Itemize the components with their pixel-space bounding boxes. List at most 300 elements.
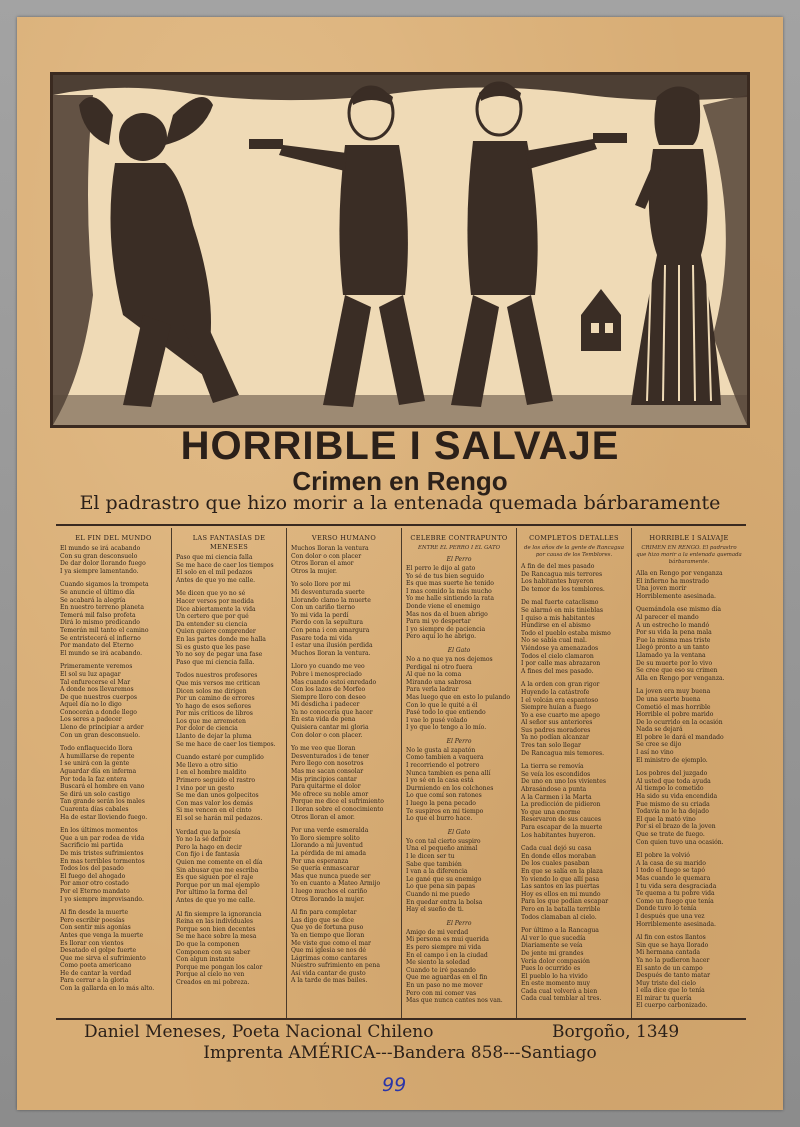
verse-line: En el campo i en la ciudad xyxy=(406,951,488,959)
column-heading: VERSO HUMANO xyxy=(311,534,377,542)
verse-line: Llorando a mi juventud xyxy=(291,842,363,850)
verse-line: Para los que podían escapar xyxy=(521,898,609,906)
stanza xyxy=(176,754,282,822)
verse-line: En quedar entra la bolsa xyxy=(406,898,483,906)
verse-line: Por amor otro costado xyxy=(60,880,129,888)
verse-line: Dice abiertamente la vida xyxy=(176,605,256,613)
rule-bottom xyxy=(56,1018,746,1020)
verse-line: Cometió el mas horrible xyxy=(636,703,711,711)
verse-line: El perro le dijo al gato xyxy=(406,565,476,572)
verse-line: Al fin para completar xyxy=(291,909,357,917)
verse-line: I yo que lo tengo a lo mío. xyxy=(406,724,487,732)
verse-line: Siempre huían a fuego xyxy=(521,704,592,712)
verse-line: Fue la misma mas triste xyxy=(636,636,711,644)
stanza xyxy=(636,688,742,764)
verse-line: Que mi iglesia se nos dé xyxy=(291,947,367,955)
address-line: Borgoño, 1349 xyxy=(552,1022,680,1042)
verse-line: Sin que se haya llorado xyxy=(636,941,709,949)
verse-line: Horrible el pobre marido xyxy=(636,711,714,719)
verse-line: No se sabía cual mal. xyxy=(521,637,587,645)
verse-line: Otros llorando la mujer. xyxy=(291,895,365,903)
verse-line: Con dolor o con placer xyxy=(291,552,362,560)
verse-line: Cuando estaré por cumplido xyxy=(176,754,264,762)
verse-line: Con un cariño tierno xyxy=(291,604,355,612)
verse-line: Hay el sueño de ti. xyxy=(406,906,464,914)
verse-line: En las partes donde me halla xyxy=(176,635,266,643)
stanza xyxy=(406,920,512,1005)
stanza xyxy=(521,845,627,921)
stanza xyxy=(406,647,512,732)
verse-column xyxy=(401,528,516,1018)
verse-line: Por el Eterno mandato xyxy=(60,887,130,895)
speaker-label: El Gato xyxy=(447,828,471,836)
verse-line: Todos clamaban al cielo. xyxy=(521,913,597,921)
verse-line: El ministro de ejemplo. xyxy=(636,756,708,764)
stanza xyxy=(636,606,742,682)
verse-line: Mas nos da el buen abrigo xyxy=(406,610,488,618)
verse-line: Todos los del pasado xyxy=(60,865,124,873)
verse-line: Los que me arremeten xyxy=(176,717,246,725)
verse-column xyxy=(56,528,171,1018)
verse-line: Se quería enmascarar xyxy=(291,865,360,873)
verse-line: Por dolor de ciencia xyxy=(176,725,238,733)
verse-line: Se dirá un solo castigo xyxy=(60,790,131,798)
stanza xyxy=(521,681,627,757)
verse-line: Que a un par rodea de vida xyxy=(60,834,145,842)
verse-line: Paso que mi ciencia falla xyxy=(176,554,253,561)
stanza xyxy=(60,663,167,739)
verse-line: Muchos lloran la ventura. xyxy=(291,649,371,657)
verse-line: Con su gran desconsuelo xyxy=(60,552,138,560)
verse-line: Yo hago de esos señores xyxy=(176,702,252,710)
stanza xyxy=(291,663,397,739)
verse-line: Yo que una enorme xyxy=(521,808,581,816)
verse-line: Lleno de principiar a arder xyxy=(60,724,144,732)
verse-line: Al fin con estos llantos xyxy=(636,934,706,942)
stanza xyxy=(60,745,167,821)
verse-line: Lo que pena sin papas xyxy=(406,883,476,891)
verse-line: I después que una vez xyxy=(636,912,705,920)
verse-line: Mirando una sabrosa xyxy=(406,678,472,686)
verse-line: Todos nuestros profesores xyxy=(176,672,258,680)
verse-line: A la casa de su marido xyxy=(636,859,706,867)
verse-line: Yo solo llore por mi xyxy=(291,581,351,589)
verse-line: I yo siempre de paciencia xyxy=(406,625,486,633)
verse-line: Dirá lo mismo predicando xyxy=(60,619,140,627)
verse-line: I van a la diferencia xyxy=(406,868,468,876)
verse-line: Sabe que también xyxy=(406,860,462,868)
verse-line: Ha de estar lloviendo fuego. xyxy=(60,813,148,821)
verse-line: Otros la mujer. xyxy=(291,567,337,575)
speaker-label: El Perro xyxy=(446,556,472,563)
verse-line: Al fin desde la muerte xyxy=(60,909,129,917)
subheadline: Crimen en Rengo xyxy=(292,466,508,496)
verse-line: Mi desdicha i padecer xyxy=(291,701,360,709)
verse-line: Para escapar de la muerte xyxy=(521,824,603,831)
verse-line: Mas luego que en esto lo pulando xyxy=(406,693,511,701)
verse-line: Donde tuvo lo tenía xyxy=(636,905,697,913)
author-line: Daniel Meneses, Poeta Nacional Chileno xyxy=(84,1022,434,1042)
verse-line: Siempre lloro con deseo xyxy=(291,693,366,701)
verse-line: Sus padres moradores xyxy=(521,726,591,734)
verse-line: Durmiendo en los colchones xyxy=(406,784,494,792)
verse-line: Por un camino de errores xyxy=(176,695,255,703)
verse-line: En esta vida de pena xyxy=(291,716,356,724)
verse-line: Una joven morir xyxy=(636,585,687,593)
verse-line: Para mi yo despertar xyxy=(406,618,471,626)
verse-line: Por una esperanza xyxy=(291,857,349,865)
speaker-label: El Perro xyxy=(446,737,472,745)
column-subheading: de los años de la gente de Rancagua por causa de los Temblores. xyxy=(524,545,624,558)
verse-line: No le gusta al zapatón xyxy=(406,746,476,754)
verse-line: Yo a ese cuarto me apego xyxy=(521,711,600,719)
verse-line: Pero con mi comer vas xyxy=(406,989,477,997)
verse-line: Do que la componen xyxy=(176,940,240,948)
verse-line: I luego la pena pecado xyxy=(406,800,476,808)
verse-line: En los últimos momentos xyxy=(60,827,138,835)
catalog-number: 99 xyxy=(382,1074,407,1096)
stanza xyxy=(291,545,397,575)
verse-line: Con lo que le quité a él xyxy=(406,701,478,709)
verse-line: Mas cuando estoi enredado xyxy=(291,678,377,686)
woodcut-illustration xyxy=(50,72,750,428)
verse-line: Antes de que yo me calle. xyxy=(176,896,256,904)
verse-line: Con mas valor los demás xyxy=(176,799,253,807)
verse-line: El mundo se irá acabando. xyxy=(60,649,143,657)
verse-line: Aquel día no lo digo xyxy=(60,701,122,709)
verse-line: Desatado el golpe fuerte xyxy=(60,947,137,955)
verse-line: Cuando sigamos la trompeta xyxy=(60,581,149,589)
verse-line: De Rancagua mis terrores xyxy=(521,570,603,578)
verse-line: Por una verde esmeralda xyxy=(291,827,369,835)
verse-line: I así no vino xyxy=(636,749,674,757)
column-subheading: ENTRE EL PERRO I EL GATO xyxy=(418,545,500,551)
stanza xyxy=(60,581,167,657)
verse-line: Porque al cielo no ven xyxy=(176,971,245,979)
stanza xyxy=(291,909,397,985)
verse-line: Se veía los escondidos xyxy=(521,770,591,778)
verse-line: Cada cual dejó su casa xyxy=(521,845,592,853)
stanza xyxy=(636,934,742,1010)
verse-line: Yo con tal cierto suspiro xyxy=(406,837,481,845)
verse-line: Mi persona es mui querida xyxy=(406,936,489,944)
verse-line: El pobre le dará el mandado xyxy=(636,733,724,741)
verse-line: Pierdo con la sepultura xyxy=(291,619,363,627)
verse-line: I yo siempre improvisando. xyxy=(60,895,144,903)
verse-line: Otros lloran el amor. xyxy=(291,813,355,821)
verse-line: De Rancagua mis temores. xyxy=(521,749,605,757)
verse-line: A humillarse de repente xyxy=(60,752,135,760)
verse-line: Reina en las individuales xyxy=(176,918,254,926)
verse-line: El solo en el mil pedazos xyxy=(176,569,253,577)
verse-line: Por su vida la pena mala xyxy=(636,629,712,637)
verse-line: De dar dolor llorando fuego xyxy=(60,560,146,568)
verse-line: De mis tristes sufrimientos xyxy=(60,849,144,857)
verse-line: Quien quiere comprender xyxy=(176,628,256,636)
verse-line: Quisiera cantar mi gloria xyxy=(291,724,369,732)
column-heading: EL FIN DEL MUNDO xyxy=(75,534,152,542)
verse-line: El cuerpo carbonizado. xyxy=(636,1002,708,1010)
verse-line: Viéndose ya amenazados xyxy=(521,644,599,652)
column-heading: CELEBRE CONTRAPUNTO xyxy=(410,534,508,542)
verse-line: De su muerte por lo vivo xyxy=(636,659,713,667)
verse-line: Cuarenta días cabales xyxy=(60,806,129,813)
verse-line: Pero aqui lo he abrigo. xyxy=(406,633,477,641)
verse-line: Lo que el burro hace. xyxy=(406,815,473,823)
verse-line: Temerá mil falso profeta xyxy=(60,611,136,619)
verse-line: De una suerte buena xyxy=(636,695,701,703)
verse-line: Pero llego con nosotros xyxy=(291,760,364,768)
verse-line: Para cerrar a la gloria xyxy=(60,977,129,985)
verse-line: Donde viene el enemigo xyxy=(406,602,481,610)
verse-line: Fue mismo de su criada xyxy=(636,800,710,808)
verse-line: I lloran sobre el conocimiento xyxy=(291,806,384,813)
stanza xyxy=(406,556,512,641)
verse-line: Sin abusar que me escriba xyxy=(176,866,259,874)
verse-line: Mas que nunca cantes nos van. xyxy=(406,997,503,1005)
verse-line: A fin de del mes pasado xyxy=(521,563,595,570)
verse-line: De que nuestros cuerpos xyxy=(60,693,138,701)
verse-line: En mas terribles tormentos xyxy=(60,857,145,865)
verse-line: Por mis críticos de libros xyxy=(176,710,253,718)
stanza xyxy=(176,911,282,987)
stanza xyxy=(521,763,627,839)
verse-line: Me llevo a otro sitio xyxy=(176,761,238,769)
verse-line: Da entender su ciencia xyxy=(176,620,248,628)
verse-line: Se anuncie el último día xyxy=(60,588,135,596)
verse-line: I recorriendo el potrero xyxy=(406,762,480,770)
verse-line: Me siento la soledad xyxy=(406,959,470,967)
verse-line: A donde nos llevaremos xyxy=(60,686,134,694)
verse-column xyxy=(171,528,286,1018)
verse-line: De jente mi grandes xyxy=(521,949,584,957)
verse-line: Muchos lloran la ventura xyxy=(291,545,369,552)
imprint-line: Imprenta AMÉRICA---Bandera 858---Santiago xyxy=(203,1043,597,1063)
verse-line: En nuestro terreno planeta xyxy=(60,604,144,612)
verse-line: Con sentir mis agonías xyxy=(60,924,131,932)
verse-line: Yo me halle sintiendo la rata xyxy=(406,595,495,603)
verse-line: Que me sirva el sufrimiento xyxy=(60,954,146,962)
rule-top xyxy=(56,524,746,526)
verse-line: Mas me sacan consolar xyxy=(291,768,364,776)
verse-line: El mundo se irá acabando xyxy=(60,545,141,552)
verse-line: Yo viendo lo que allí pasa xyxy=(521,875,600,883)
verse-column xyxy=(516,528,631,1018)
verse-line: Mas cuando le quemara xyxy=(636,874,711,882)
verse-line: El pueblo lo ha vivido xyxy=(521,972,588,980)
verse-line: Antes que venga la muerte xyxy=(60,931,144,939)
verse-line: Todos el cielo clamaron xyxy=(521,652,594,660)
verse-line: I se unirá con la gente xyxy=(60,760,130,768)
verse-line: Primero seguido el rastro xyxy=(176,777,256,785)
verse-line: Nuestro sufrimiento en pena xyxy=(291,962,380,970)
stanza xyxy=(176,590,282,666)
verse-line: Pobre i menospreciado xyxy=(291,670,362,678)
verse-line: Amigo de mi verdad xyxy=(406,928,469,936)
verse-line: Por último a la Rancagua xyxy=(521,927,599,935)
verse-line: I yo sé en la casa está xyxy=(406,777,474,785)
verse-line: Te quema a tu pobre vida xyxy=(636,890,715,898)
verse-line: I ella dice que lo tenía xyxy=(636,987,705,995)
verse-line: En un paso no me mover xyxy=(406,981,483,989)
verse-column xyxy=(631,528,746,1018)
verse-line: Pues lo ocurrido es xyxy=(521,965,581,973)
verse-line: La pérdida de mi amada xyxy=(291,849,367,857)
verse-line: Lo que comí son ratones xyxy=(406,792,482,800)
verse-line: La joven era muy buena xyxy=(636,688,711,696)
verse-line: A la Carmen i la Marta xyxy=(521,793,592,801)
stanza xyxy=(176,554,282,584)
verse-line: Llamado ya la ventana xyxy=(636,651,706,659)
verse-line: Pero la hago en decir xyxy=(176,843,242,851)
verse-line: Cuando te iré pasando xyxy=(406,966,476,974)
verse-line: Que mis versos me critican xyxy=(176,679,261,687)
verse-line: El infierno ha mostrado xyxy=(636,577,709,585)
verse-line: Con dolor o con placer. xyxy=(291,731,363,739)
verse-line: Se me hace de caer los tiempos. xyxy=(176,740,276,748)
verse-line: Componen con su saber xyxy=(176,948,251,956)
verse-line: I todo el fuego se tapó xyxy=(636,867,706,875)
verse-line: Lloro yo cuando me veo xyxy=(291,663,365,671)
verse-line: Con un gran desconsuelo. xyxy=(60,731,141,739)
verse-line: Porque son bien decentes xyxy=(176,925,256,933)
verse-line: Yo lloro siempre solito xyxy=(291,834,360,842)
verse-line: Hacer versos por medida xyxy=(176,597,254,605)
verse-line: De uno en uno los vivientes xyxy=(521,778,606,786)
verse-line: I ya siempre lamentando. xyxy=(60,567,139,575)
verse-line: Dicen solos me dirigen xyxy=(176,687,247,695)
stanza xyxy=(521,599,627,675)
verse-line: Así vida cantar de gusto xyxy=(291,969,366,977)
verse-line: Si es gusto que les pase xyxy=(176,643,250,651)
verse-line: En donde ellos moraban xyxy=(521,852,596,860)
stanza xyxy=(291,581,397,657)
verse-line: Alla en Rengo por venganza xyxy=(636,570,723,577)
woodcut-scene xyxy=(53,75,747,425)
verse-line: A fines del mes pasado. xyxy=(521,667,594,675)
verse-line: I por calle mas abrazaron xyxy=(521,660,601,668)
stanza xyxy=(60,545,167,575)
verse-line: Los pobres del juzgado xyxy=(636,770,708,778)
verse-line: Te suspiros en mi tiempo xyxy=(406,807,484,815)
verse-line: Una el pequeño animal xyxy=(406,845,478,853)
stanza xyxy=(60,909,167,993)
verse-line: Es que mas suerte he tenido xyxy=(406,580,494,588)
column-subheading: CRIMEN EN RENGO. El padrastro que hizo morir a la entenada quemada bárbaramente. xyxy=(636,545,742,565)
verse-line: Se cree que eso su crimen xyxy=(636,667,718,675)
verse-line: Con pena i con amargura xyxy=(291,626,370,634)
verse-line: Cuando ni me puedo xyxy=(406,890,470,898)
verse-line: I quiso a mis habitantes xyxy=(521,614,595,622)
verse-line: Para quitarme el dolor xyxy=(291,783,361,791)
verse-line: Porque me dice el sufrimiento xyxy=(291,798,384,806)
verse-line: Alla en Rengo por venganza. xyxy=(636,674,725,682)
verse-line: A la orden con gran rigor xyxy=(521,681,600,689)
verse-line: Que me aguardas en el fin xyxy=(406,974,488,982)
verse-line: De los cuales pasaban xyxy=(521,860,590,868)
verse-line: Es pero siempre mi vida xyxy=(406,943,481,951)
verse-line: Se entristecerá el infierno xyxy=(60,634,141,642)
headline: HORRIBLE I SALVAJE xyxy=(180,424,620,468)
verse-line: Porque por un mal ejemplo xyxy=(176,881,260,889)
verse-line: Pero escribir poesías xyxy=(60,916,125,924)
verse-line: I tu vida sera desgraciada xyxy=(636,882,717,890)
verse-line: Hundirse en el abismo xyxy=(521,622,591,630)
speaker-label: El Perro xyxy=(446,919,472,927)
verse-line: Por ultimo la forma del xyxy=(176,889,248,897)
verse-line: Se me hace sobre la mesa xyxy=(176,933,257,941)
verse-line: El mirar tu quería xyxy=(636,994,692,1002)
verse-column xyxy=(286,528,401,1018)
stanza xyxy=(60,827,167,903)
verse-line: Llanto de dejar la pluma xyxy=(176,733,252,741)
verse-line: Yo sé de tus bien seguido xyxy=(406,572,485,580)
verse-line: Como un fuego que tenía xyxy=(636,897,714,905)
verse-line: Se cree se dijo xyxy=(636,741,682,749)
verse-line: Para verla ladrar xyxy=(406,686,459,694)
verse-line: Me ofrece su noble amor xyxy=(291,790,369,798)
verse-line: Ya no conocería que hacer xyxy=(291,708,373,716)
verse-line: Con quien tuvo una ocasión. xyxy=(636,838,724,846)
verse-line: Como tambien a vaquera xyxy=(406,754,484,762)
verse-line: Llegó pronto a un tanto xyxy=(636,644,710,652)
verse-line: Con los lazos de Morfeo xyxy=(291,686,366,694)
verse-line: A un estrecho lo mandó xyxy=(636,621,710,629)
verse-line: Desventurados i de tener xyxy=(291,752,369,760)
verse-line: Nada se dejará xyxy=(636,726,683,734)
verse-line: Mas que nunca puede ser xyxy=(291,872,371,880)
column-heading: HORRIBLE I SALVAJE xyxy=(649,534,729,542)
verse-line: Con algun instante xyxy=(176,956,235,964)
verse-line: Tan grande serán los males xyxy=(60,798,145,806)
verse-line: Se me hace de caer los tiempos xyxy=(176,561,274,569)
verse-line: En que se salía en la plaza xyxy=(521,867,603,875)
verse-line: Los habitantes huyeron. xyxy=(521,831,596,839)
verse-line: Paso que mi ciencia falla. xyxy=(176,658,255,666)
verse-line: Se me dan unos golpecitos xyxy=(176,792,259,800)
verse-line: El que la mató vino xyxy=(636,815,696,823)
verse-line: I vino por un gesto xyxy=(176,784,235,792)
verse-line: De temor de los temblores. xyxy=(521,585,605,593)
verse-line: Al tiempo lo cometido xyxy=(636,785,704,793)
verse-line: Que se trate de fuego. xyxy=(636,831,705,838)
stanza xyxy=(291,827,397,903)
verse-line: Nunca tambien es pena allí xyxy=(406,769,491,777)
verse-line: La predicción de pidieron xyxy=(521,801,601,809)
verse-line: Horriblemente asesinada. xyxy=(636,920,716,928)
verse-line: Después de tanto matar xyxy=(636,972,711,980)
verse-line: Al parecer el mando xyxy=(636,613,699,621)
verse-line: Con fijo i de fantasía xyxy=(176,851,240,859)
verse-line: Mi hermana cantada xyxy=(636,949,701,957)
verse-line: El santo de un campo xyxy=(636,964,703,972)
verse-line: I en el hombre maldito xyxy=(176,769,247,777)
verse-line: Quemándola ese mismo día xyxy=(636,606,721,614)
verse-line: Mis principios cantar xyxy=(291,775,357,783)
speaker-label: El Gato xyxy=(447,646,471,654)
verse-line: Es llorar con vientos xyxy=(60,939,124,947)
verse-line: Verdad que la poesía xyxy=(176,828,241,836)
verse-line: Quien me comente en el día xyxy=(176,858,263,866)
verse-line: Por si el brazo de la joven xyxy=(636,823,716,831)
verse-line: Al ver lo que sucedía xyxy=(521,934,586,942)
verse-line: Un certero que por qué xyxy=(176,613,249,621)
verse-line: Otros lloran el amor xyxy=(291,560,354,568)
verse-line: Es que siguen por el raje xyxy=(176,874,254,882)
verse-line: Perdigal ni otro fuera xyxy=(406,663,473,671)
stanza xyxy=(636,570,742,600)
verse-line: Me viste que como el mar xyxy=(291,939,371,947)
